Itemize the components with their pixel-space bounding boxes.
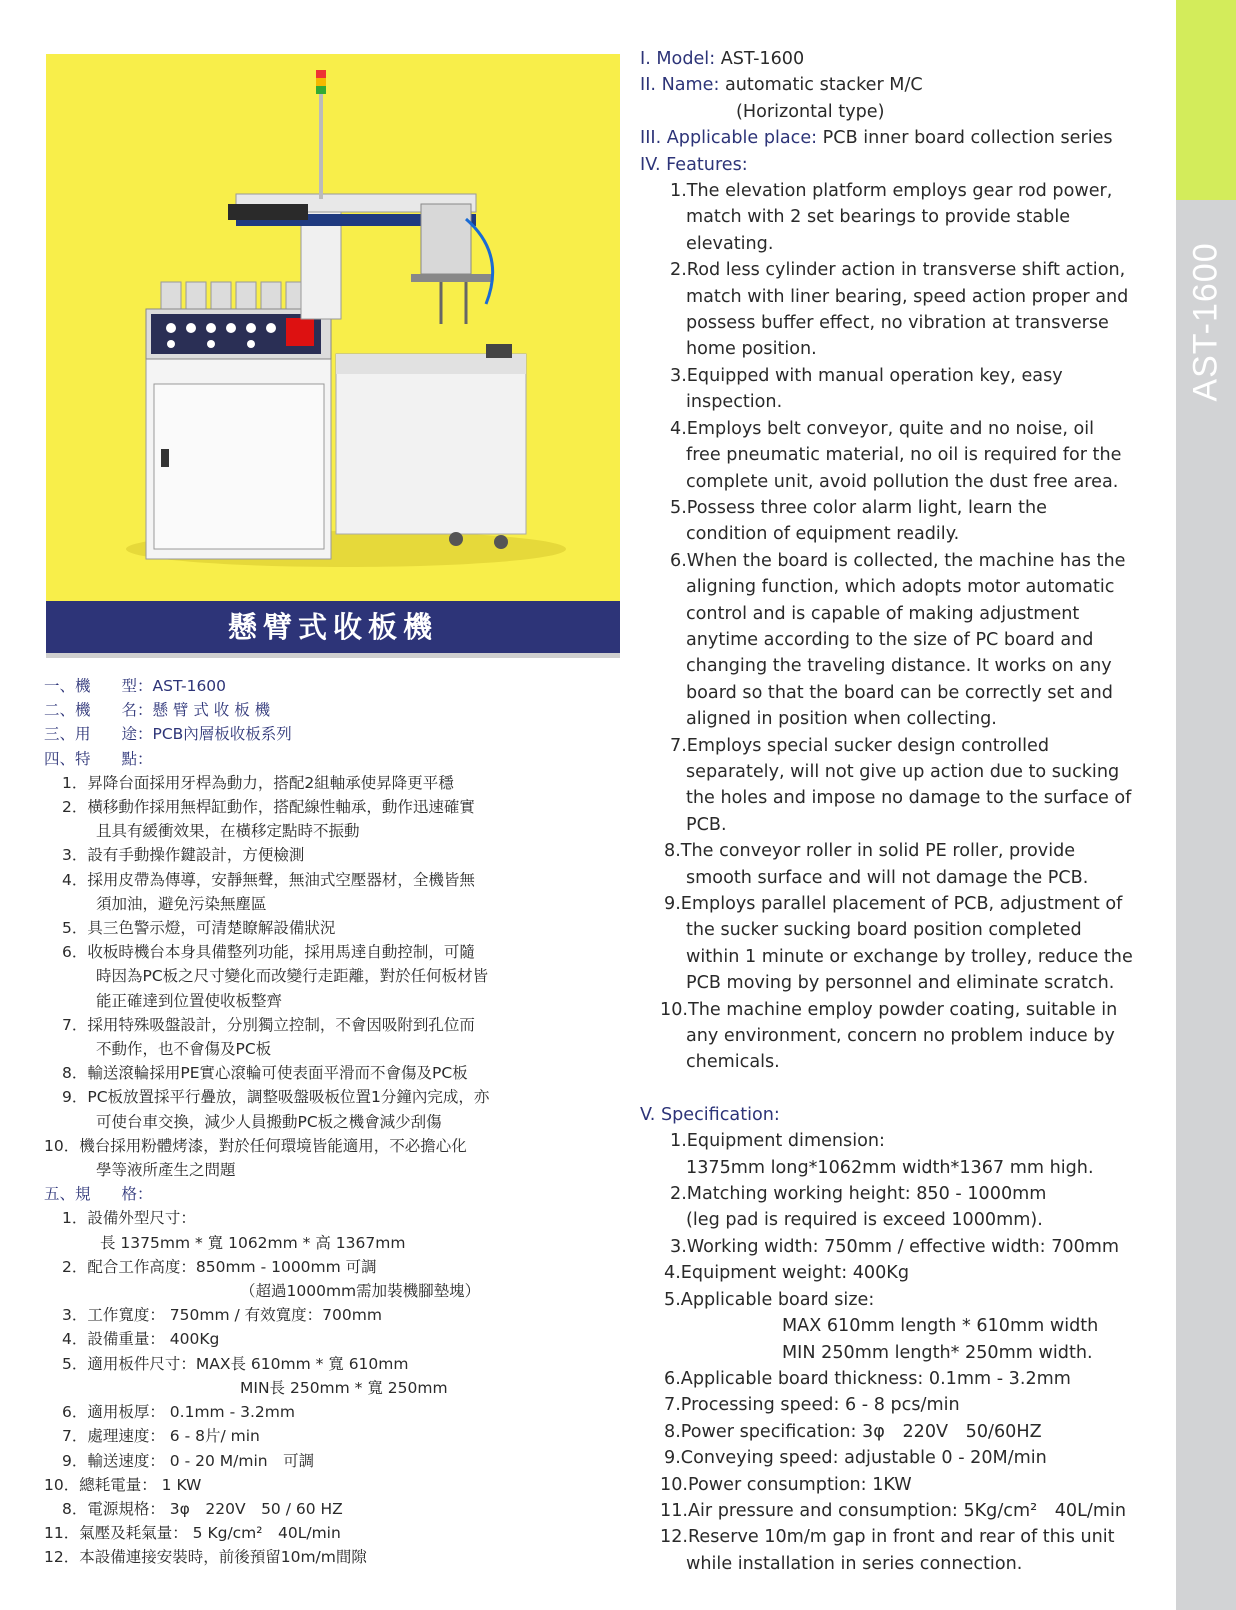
en-line — [640, 785, 1180, 811]
en-heading-label: V. Specification: — [640, 1104, 780, 1125]
en-line-text: MIN 250mm length* 250mm width. — [782, 1342, 1093, 1363]
zh-line: 6．收板時機台本身具備整列功能，採用馬達自動控制，可隨 — [62, 943, 475, 962]
en-line — [640, 495, 1180, 521]
en-line — [640, 1472, 1180, 1498]
en-line-text: control and is capable of making adjustment — [686, 603, 1080, 624]
zh-line: 10．總耗電量： 1 KW — [44, 1475, 202, 1494]
en-line — [640, 917, 1180, 943]
zh-line: 學等液所產生之問題 — [96, 1161, 236, 1180]
en-line-text: PCB. — [686, 814, 727, 835]
en-line-text: possess buffer effect, no vibration at transverse — [686, 313, 1109, 334]
en-line — [640, 389, 1180, 415]
en-line — [640, 310, 1180, 336]
spacer — [640, 1076, 1180, 1102]
en-line-text: 1375mm long*1062mm width*1367 mm high. — [686, 1157, 1094, 1178]
zh-line: 8．電源規格： 3φ 220V 50 / 60 HZ — [62, 1499, 343, 1518]
en-line — [640, 944, 1180, 970]
zh-line: 時因為PC板之尺寸變化而改變行走距離，對於任何板材皆 — [96, 967, 489, 986]
en-line — [640, 1419, 1180, 1445]
en-line-text: (Horizontal type) — [736, 101, 885, 122]
en-line — [640, 601, 1180, 627]
en-line — [640, 759, 1180, 785]
en-line — [640, 1287, 1180, 1313]
en-line-text: (leg pad is required is exceed 1000mm). — [686, 1210, 1043, 1231]
zh-line: 須加油，避免污染無塵區 — [96, 894, 267, 913]
en-line — [640, 1181, 1180, 1207]
en-line-text: 4.Employs belt conveyor, quite and no noise, oil — [670, 418, 1095, 439]
en-line — [640, 970, 1180, 996]
en-line-text: 11.Air pressure and consumption: 5Kg/cm² 40L/min — [660, 1500, 1127, 1521]
en-line-text: match with liner bearing, speed action proper and — [686, 286, 1129, 307]
zh-line: （超過1000mm需加裝機腳墊塊） — [240, 1282, 481, 1301]
en-line — [640, 891, 1180, 917]
en-section-heading — [640, 152, 1180, 178]
en-line — [640, 838, 1180, 864]
en-line-text: changing the traveling distance. It works on any — [686, 656, 1112, 677]
side-label: AST-1600 — [1186, 242, 1225, 402]
en-line-text: automatic stacker M/C — [719, 75, 923, 96]
en-line — [640, 1049, 1180, 1075]
en-line — [640, 1155, 1180, 1181]
en-line — [640, 1340, 1180, 1366]
en-line — [640, 1498, 1180, 1524]
side-strip-accent — [1176, 0, 1236, 200]
en-line-text: 7.Employs special sucker design controlled — [670, 735, 1050, 756]
en-line-text: free pneumatic material, no oil is required for the — [686, 445, 1122, 466]
en-line — [640, 1023, 1180, 1049]
en-line-text: separately, will not give up action due to sucking — [686, 761, 1120, 782]
en-line-text: 2.Matching working height: 850 - 1000mm — [670, 1184, 1047, 1205]
side-strip — [1176, 0, 1236, 1610]
en-line-text: 4.Equipment weight: 400Kg — [664, 1263, 910, 1284]
en-line-text: inspection. — [686, 392, 783, 413]
caption-underline — [46, 653, 620, 658]
en-line — [640, 284, 1180, 310]
en-line — [640, 363, 1180, 389]
en-line-text: 5.Possess three color alarm light, learn the — [670, 497, 1047, 518]
zh-section-heading: 一、機 型：AST-1600 — [44, 677, 227, 695]
en-line-text: 6.When the board is collected, the machine has the — [670, 550, 1126, 571]
en-line — [640, 865, 1180, 891]
en-line — [640, 812, 1180, 838]
en-line-text: 3.Equipped with manual operation key, easy — [670, 365, 1063, 386]
en-line-text: 1.The elevation platform employs gear rod power, — [670, 181, 1113, 202]
en-line-text: 9.Conveying speed: adjustable 0 - 20M/min — [664, 1448, 1047, 1469]
en-line — [640, 548, 1180, 574]
en-section-heading — [640, 125, 1180, 151]
zh-line: 11．氣壓及耗氣量： 5 Kg/cm² 40L/min — [44, 1524, 341, 1543]
en-line-text: 2.Rod less cylinder action in transverse shift action, — [670, 260, 1126, 281]
en-line — [640, 178, 1180, 204]
en-line — [640, 1207, 1180, 1233]
zh-line: 9．輸送速度： 0 - 20 M/min 可調 — [62, 1451, 315, 1470]
zh-line: MIN長 250mm * 寬 250mm — [240, 1378, 448, 1397]
zh-section-heading: 四、特 點： — [44, 749, 153, 768]
zh-line: 10．機台採用粉體烤漆，對於任何環境皆能適用，不必擔心化 — [44, 1136, 467, 1155]
en-section-heading — [640, 72, 1180, 98]
zh-line: 且具有緩衝效果，在橫移定點時不振動 — [96, 822, 360, 841]
en-line — [640, 1551, 1180, 1577]
en-line-text: 8.Power specification: 3φ 220V 50/60HZ — [664, 1421, 1042, 1442]
zh-line: 7．處理速度： 6 - 8片/ min — [62, 1427, 260, 1446]
en-line-text: while installation in series connection. — [686, 1553, 1023, 1574]
en-line — [640, 653, 1180, 679]
zh-line: 7．採用特殊吸盤設計，分別獨立控制，不會因吸附到孔位而 — [62, 1015, 475, 1034]
en-line — [640, 231, 1180, 257]
zh-line: 1．昇降台面採用牙桿為動力，搭配2組軸承使昇降更平穩 — [62, 773, 454, 792]
en-line-text: complete unit, avoid pollution the dust free area. — [686, 471, 1119, 492]
en-line — [640, 204, 1180, 230]
en-line — [640, 1392, 1180, 1418]
en-line-text: elevating. — [686, 233, 774, 254]
en-line-text: home position. — [686, 339, 817, 360]
en-line-text: 8.The conveyor roller in solid PE roller, provide — [664, 841, 1076, 862]
en-line — [640, 1366, 1180, 1392]
en-line — [640, 733, 1180, 759]
en-line-text: PCB inner board collection series — [817, 128, 1113, 149]
en-line-text: board so that the board can be correctly set and — [686, 682, 1113, 703]
zh-line: 3．工作寬度： 750mm / 有效寬度：700mm — [62, 1306, 382, 1325]
en-line-text: match with 2 set bearings to provide stable — [686, 207, 1071, 228]
en-line-text: 6.Applicable board thickness: 0.1mm - 3.2mm — [664, 1368, 1071, 1389]
zh-line: 9．PC板放置採平行疊放，調整吸盤吸板位置1分鐘內完成，亦 — [62, 1088, 490, 1107]
zh-line: 不動作，也不會傷及PC板 — [96, 1040, 272, 1059]
en-line — [640, 1445, 1180, 1471]
zh-section-heading: 二、機 名：懸 臂 式 收 板 機 — [44, 701, 271, 720]
en-line — [640, 574, 1180, 600]
en-line-text: within 1 minute or exchange by trolley, reduce the — [686, 946, 1133, 967]
en-line — [640, 99, 1180, 125]
en-line-text: 9.Employs parallel placement of PCB, adjustment of — [664, 894, 1123, 914]
stacker-machine-illustration — [46, 54, 620, 628]
en-line-text: 10.The machine employ powder coating, suitable in — [660, 999, 1118, 1020]
zh-line: 長 1375mm * 寬 1062mm * 高 1367mm — [100, 1233, 406, 1252]
en-heading-label: IV. Features: — [640, 154, 748, 175]
en-line — [640, 1524, 1180, 1550]
en-line-text: condition of equipment readily. — [686, 524, 960, 545]
en-line — [640, 1234, 1180, 1260]
en-line — [640, 257, 1180, 283]
en-heading-label: III. Applicable place: — [640, 128, 818, 149]
en-heading-label: I. Model: — [640, 49, 716, 69]
en-section-heading — [640, 1102, 1180, 1128]
zh-section-heading: 三、用 途：PCB內層板收板系列 — [44, 725, 292, 744]
en-line — [640, 336, 1180, 362]
en-section-heading — [640, 46, 1180, 72]
en-line-text: 1.Equipment dimension: — [670, 1131, 885, 1152]
en-line-text: smooth surface and will not damage the PCB. — [686, 867, 1089, 888]
en-line-text: 12.Reserve 10m/m gap in front and rear of this unit — [660, 1527, 1115, 1548]
en-line-text: any environment, concern no problem induce by — [686, 1026, 1115, 1047]
en-line-text: the sucker sucking board position completed — [686, 920, 1082, 941]
photo-caption: 懸臂式收板機 — [46, 601, 620, 653]
zh-line: 5．具三色警示燈，可清楚瞭解設備狀況 — [62, 919, 336, 938]
zh-line: 2．橫移動作採用無桿缸動作，搭配線性軸承，動作迅速確實 — [62, 798, 475, 817]
zh-line: 4．採用皮帶為傳導，安靜無聲，無油式空壓器材，全機皆無 — [62, 870, 475, 889]
en-line — [640, 1128, 1180, 1154]
en-line-text: PCB moving by personnel and eliminate scratch. — [686, 973, 1115, 994]
zh-line: 能正確達到位置使收板整齊 — [96, 991, 283, 1010]
en-line — [640, 442, 1180, 468]
en-line-text: 7.Processing speed: 6 - 8 pcs/min — [664, 1395, 960, 1416]
zh-line: 2．配合工作高度：850mm - 1000mm 可調 — [62, 1257, 377, 1276]
zh-line: 可使台車交換，減少人員搬動PC板之機會減少刮傷 — [96, 1112, 442, 1131]
en-heading-label: II. Name: — [640, 75, 720, 96]
zh-line: 3．設有手動操作鍵設計，方便檢測 — [62, 846, 305, 865]
en-line-text: chemicals. — [686, 1052, 780, 1073]
en-line-text: 5.Applicable board size: — [664, 1289, 875, 1310]
en-line — [640, 469, 1180, 495]
en-line-text: the holes and impose no damage to the surface of — [686, 788, 1132, 809]
en-line-text: anytime according to the size of PC board and — [686, 629, 1094, 650]
en-line-text: aligned in position when collecting. — [686, 709, 997, 730]
en-line — [640, 416, 1180, 442]
en-line — [640, 1260, 1180, 1286]
en-line-text: MAX 610mm length * 610mm width — [782, 1316, 1099, 1337]
zh-line: 4．設備重量： 400Kg — [62, 1330, 220, 1349]
en-line — [640, 997, 1180, 1023]
zh-line: 12．本設備連接安裝時，前後預留10m/m間隙 — [44, 1548, 367, 1567]
en-line-text: aligning function, which adopts motor automatic — [686, 577, 1115, 598]
chinese-spec-column — [44, 674, 634, 1570]
en-line — [640, 521, 1180, 547]
en-line-text: 3.Working width: 750mm / effective width: 700mm — [670, 1236, 1120, 1257]
zh-line: 1．設備外型尺寸： — [62, 1209, 196, 1228]
zh-section-heading: 五、規 格： — [44, 1185, 153, 1204]
en-line — [640, 1313, 1180, 1339]
product-photo — [46, 54, 620, 628]
zh-line: 6．適用板厚： 0.1mm - 3.2mm — [62, 1403, 295, 1422]
en-line-text: AST-1600 — [715, 49, 805, 69]
en-line-text: 10.Power consumption: 1KW — [660, 1474, 912, 1495]
en-line — [640, 627, 1180, 653]
english-spec-column — [640, 46, 1180, 1577]
zh-line: 5．適用板件尺寸：MAX長 610mm * 寬 610mm — [62, 1354, 409, 1373]
en-line — [640, 706, 1180, 732]
zh-line: 8．輸送滾輪採用PE實心滾輪可使表面平滑而不會傷及PC板 — [62, 1064, 468, 1083]
en-line — [640, 680, 1180, 706]
